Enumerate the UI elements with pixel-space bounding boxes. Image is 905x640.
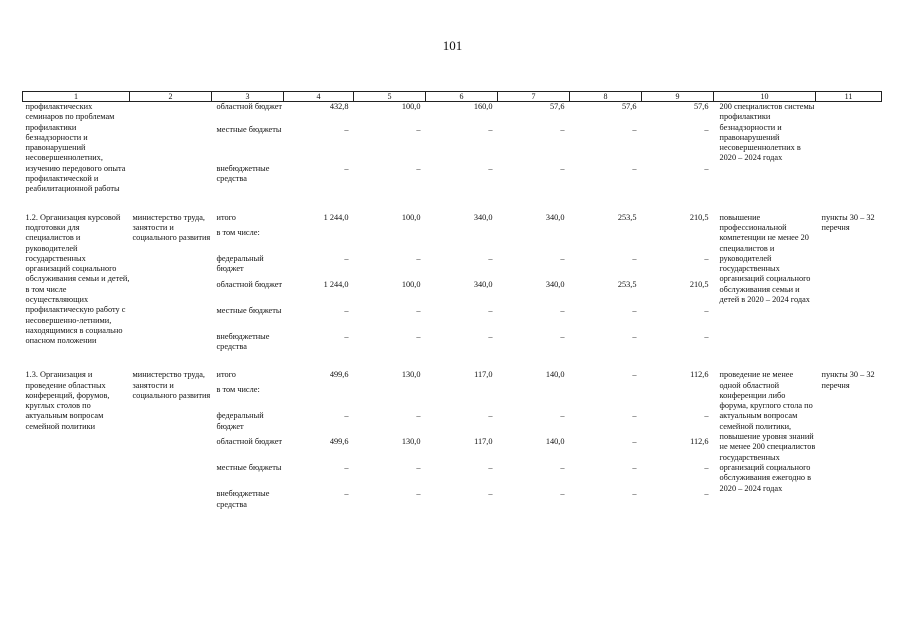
funding-amount: – <box>632 489 637 499</box>
funding-amount: 253,5 <box>617 279 637 289</box>
responsible-executor <box>130 102 212 195</box>
funding-amount: – <box>704 163 709 173</box>
funding-amount: – <box>344 163 349 173</box>
funding-source: внебюджетные средства <box>216 163 270 184</box>
funding-amount: – <box>416 411 421 421</box>
funding-amount: – <box>560 463 565 473</box>
funding-amount: 100,0 <box>401 102 421 111</box>
funding-amount: – <box>488 489 493 499</box>
funding-amount: – <box>560 411 565 421</box>
funding-source: федеральный бюджет <box>216 253 264 273</box>
funding-amount: 340,0 <box>545 279 565 289</box>
funding-source: местные бюджеты <box>216 463 282 473</box>
funding-amount: 130,0 <box>401 437 421 447</box>
funding-amount: 1 244,0 <box>323 212 349 222</box>
funding-amount: – <box>488 305 493 315</box>
funding-amount <box>284 228 354 254</box>
indicator-reference: пункты 30 – 32 перечня <box>821 212 875 232</box>
funding-amount: – <box>704 253 709 263</box>
col-header: 11 <box>816 92 882 102</box>
funding-amount <box>570 228 642 254</box>
funding-amount <box>570 385 642 411</box>
funding-source: в том числе: <box>216 227 260 237</box>
col-header: 3 <box>212 92 284 102</box>
col-header: 8 <box>570 92 642 102</box>
funding-amount: – <box>416 305 421 315</box>
funding-amount <box>642 228 714 254</box>
funding-amount: 432,8 <box>329 102 349 111</box>
col-header: 6 <box>426 92 498 102</box>
column-number-row <box>23 92 882 102</box>
indicator-reference: пункты 30 – 32 перечня <box>821 370 875 390</box>
funding-amount: – <box>632 370 637 380</box>
funding-amount: – <box>416 253 421 263</box>
funding-amount: 117,0 <box>474 437 493 447</box>
funding-amount <box>642 385 714 411</box>
funding-source: итого <box>216 212 236 222</box>
funding-amount: 499,6 <box>329 370 349 380</box>
funding-source: итого <box>216 370 236 380</box>
table-row <box>23 102 882 125</box>
funding-amount <box>426 385 498 411</box>
funding-amount: 100,0 <box>401 212 421 222</box>
funding-amount: 57,6 <box>549 102 565 111</box>
funding-amount: – <box>560 163 565 173</box>
funding-amount: – <box>704 331 709 341</box>
funding-source: областной бюджет <box>216 102 283 111</box>
col-header: 10 <box>714 92 816 102</box>
funding-amount: 160,0 <box>473 102 493 111</box>
funding-amount: – <box>560 124 565 134</box>
funding-amount: 253,5 <box>617 212 637 222</box>
funding-amount: 112,6 <box>690 370 709 380</box>
funding-amount <box>498 385 570 411</box>
funding-source: местные бюджеты <box>216 124 282 134</box>
funding-amount: – <box>632 331 637 341</box>
funding-amount: – <box>632 305 637 315</box>
col-header: 9 <box>642 92 714 102</box>
responsible-executor: министерство труда, занятости и социального развития <box>132 212 211 243</box>
funding-amount: 57,6 <box>621 102 637 111</box>
funding-source: федеральный бюджет <box>216 411 264 431</box>
funding-source: местные бюджеты <box>216 305 282 315</box>
expected-result: повышение профессиональной компетенции не менее 20 специалистов и руководителей государственных организаций социального обслуживания семьи и детей в 2020 – 2024 годах <box>719 212 811 305</box>
funding-amount: 210,5 <box>689 279 709 289</box>
col-header: 7 <box>498 92 570 102</box>
funding-amount: – <box>704 489 709 499</box>
funding-amount: – <box>704 305 709 315</box>
funding-amount: – <box>416 331 421 341</box>
table-row <box>23 370 882 385</box>
table-body <box>23 102 882 510</box>
funding-amount: – <box>488 124 493 134</box>
funding-amount: – <box>704 411 709 421</box>
activity-name: профилактических семинаров по проблемам профилактики безнадзорности и правонарушений несовершеннолетних, изучению передового опыта профилактической и реабилитационной работы <box>25 102 126 194</box>
expected-result: 200 специалистов системы профилактики безнадзорности и правонарушений несовершеннолетних в 2020 – 2024 годах <box>719 102 815 163</box>
funding-amount: – <box>632 463 637 473</box>
funding-amount: 140,0 <box>545 370 565 380</box>
funding-amount: 140,0 <box>545 437 565 447</box>
funding-amount: 130,0 <box>401 370 421 380</box>
activity-name: 1.3. Организация и проведение областных конференций, форумов, круглых столов по актуальным вопросам семейной политики <box>25 370 110 431</box>
responsible-executor: министерство труда, занятости и социального развития <box>132 370 211 400</box>
funding-amount: – <box>416 489 421 499</box>
funding-source: областной бюджет <box>216 437 283 447</box>
funding-amount: 100,0 <box>401 279 421 289</box>
funding-amount: 499,6 <box>329 437 349 447</box>
funding-amount: – <box>344 411 349 421</box>
funding-amount: – <box>344 124 349 134</box>
funding-amount: – <box>344 489 349 499</box>
funding-amount: – <box>632 253 637 263</box>
funding-amount: – <box>488 411 493 421</box>
funding-amount: – <box>704 124 709 134</box>
funding-amount: – <box>632 124 637 134</box>
page-number: 101 <box>442 38 463 53</box>
funding-amount: 117,0 <box>474 370 493 380</box>
funding-amount: – <box>632 437 637 447</box>
program-table <box>22 91 882 510</box>
col-header: 2 <box>130 92 212 102</box>
funding-amount: – <box>416 124 421 134</box>
funding-amount: – <box>632 411 637 421</box>
table-row <box>23 213 882 228</box>
funding-amount: – <box>488 463 493 473</box>
funding-amount: – <box>344 253 349 263</box>
funding-amount: – <box>344 463 349 473</box>
funding-amount: – <box>488 253 493 263</box>
funding-amount: – <box>416 463 421 473</box>
funding-amount: – <box>488 331 493 341</box>
col-header: 5 <box>354 92 426 102</box>
funding-amount: – <box>560 489 565 499</box>
group-spacer <box>23 195 882 213</box>
group-spacer <box>23 352 882 370</box>
funding-amount <box>354 385 426 411</box>
funding-amount: – <box>704 463 709 473</box>
funding-amount: – <box>344 331 349 341</box>
indicator-reference <box>816 102 882 195</box>
funding-amount: – <box>560 305 565 315</box>
funding-amount: 57,6 <box>693 102 709 111</box>
col-header: 1 <box>23 92 130 102</box>
funding-amount: – <box>344 305 349 315</box>
funding-amount: 340,0 <box>545 212 565 222</box>
funding-amount: 1 244,0 <box>323 279 349 289</box>
activity-name: 1.2. Организация курсовой подготовки для специалистов и руководителей государственных организаций социального обслуживания семьи и детей, в том числе осуществляющих профилактическую работу с несовершенно-летними, находящимися в социально опасном положении <box>25 212 130 346</box>
funding-amount: – <box>560 331 565 341</box>
funding-source: внебюджетные средства <box>216 489 270 509</box>
funding-amount: 340,0 <box>473 212 493 222</box>
funding-amount: 112,6 <box>690 437 709 447</box>
funding-source: внебюджетные средства <box>216 331 270 351</box>
funding-amount <box>284 385 354 411</box>
funding-amount: – <box>416 163 421 173</box>
col-header: 4 <box>284 92 354 102</box>
funding-amount: – <box>560 253 565 263</box>
funding-amount <box>498 228 570 254</box>
funding-amount: – <box>632 163 637 173</box>
funding-amount <box>426 228 498 254</box>
funding-source: в том числе: <box>216 385 260 395</box>
expected-result: проведение не менее одной областной конференции либо форума, круглого стола по актуальным вопросам семейной политики, повышение уровня знаний не менее 200 специалистов государственных организаций социального обслуживания ежегодно в 2020 – 2024 годах <box>719 370 816 493</box>
funding-source: областной бюджет <box>216 279 283 289</box>
funding-amount <box>354 228 426 254</box>
funding-amount: – <box>488 163 493 173</box>
funding-amount: 210,5 <box>689 212 709 222</box>
funding-amount: 340,0 <box>473 279 493 289</box>
